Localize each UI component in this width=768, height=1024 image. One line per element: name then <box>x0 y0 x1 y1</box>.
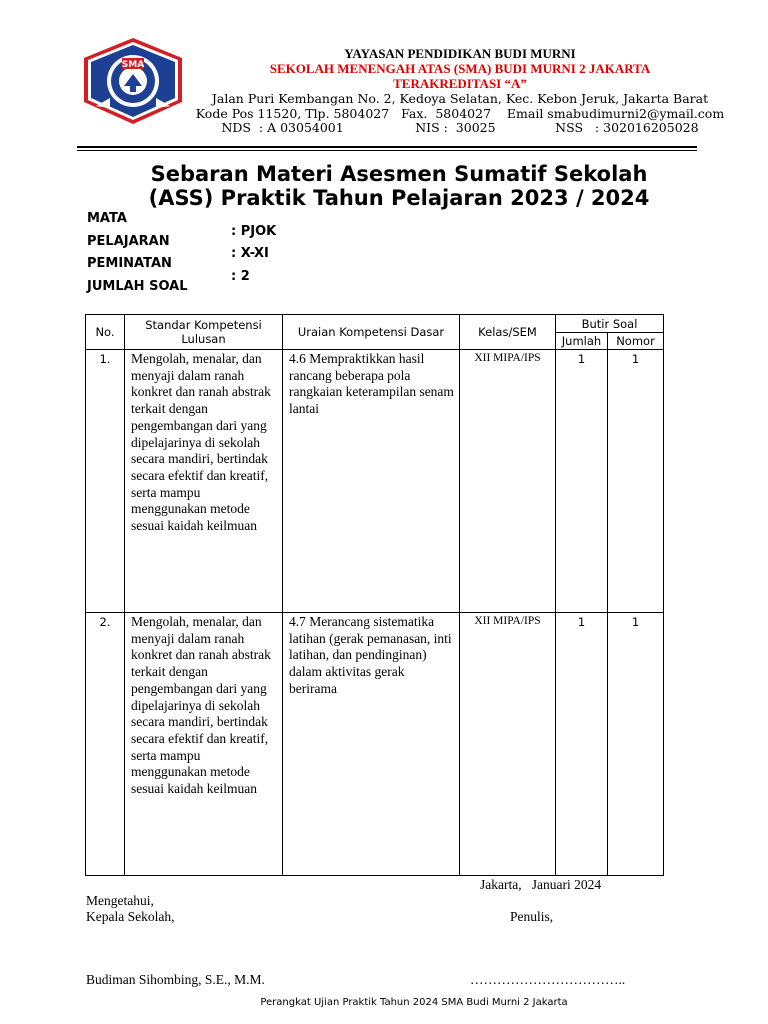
school-name: SEKOLAH MENENGAH ATAS (SMA) BUDI MURNI 2 JAKARTA <box>269 61 651 76</box>
row-kelas: XII MIPA/IPS <box>460 613 556 876</box>
principal-title: Kepala Sekolah, <box>86 909 175 924</box>
material-table <box>85 314 664 876</box>
principal-name: Budiman Sihombing, S.E., M.M. <box>86 972 265 987</box>
header-no: No. <box>86 315 125 350</box>
header-skl: Standar Kompetensi Lulusan <box>125 315 283 350</box>
label-jumlah-soal: JUMLAH SOAL <box>87 279 188 294</box>
row-no: 2. <box>86 613 125 876</box>
place-date: Jakarta, Januari 2024 <box>480 877 602 892</box>
school-ids: NDS : A 03054001 NIS : 30025 NSS : 302016205028 <box>221 120 699 135</box>
header-butir-soal: Butir Soal <box>556 315 664 333</box>
value-jumlah-soal: : 2 <box>231 269 250 284</box>
label-pelajaran: PELAJARAN <box>87 234 170 249</box>
document-title-line2: (ASS) Praktik Tahun Pelajaran 2023 / 2024 <box>148 186 650 210</box>
acknowledged-label: Mengetahui, <box>86 893 154 908</box>
header-kelas: Kelas/SEM <box>460 315 556 350</box>
row-kd: 4.7 Merancang sistematika latihan (gerak pemanasan, inti latihan, dan pendinginan) dalam aktivitas gerak berirama <box>283 613 460 876</box>
school-address: Jalan Puri Kembangan No. 2, Kedoya Selatan, Kec. Kebon Jeruk, Jakarta Barat <box>211 91 709 106</box>
header-jumlah: Jumlah <box>556 333 608 350</box>
row-no: 1. <box>86 350 125 613</box>
row-kd: 4.6 Mempraktikkan hasil rancang beberapa pola rangkaian keterampilan senam lantai <box>283 350 460 613</box>
label-peminatan: PEMINATAN <box>87 256 172 271</box>
school-logo-icon <box>80 36 186 126</box>
letterhead-rule-thick <box>77 146 697 148</box>
row-nomor: 1 <box>608 350 664 613</box>
letterhead-rule-thin <box>77 150 697 151</box>
writer-title: Penulis, <box>510 909 554 924</box>
label-mata: MATA <box>87 211 127 226</box>
row-skl: Mengolah, menalar, dan menyaji dalam ranah konkret dan ranah abstrak terkait dengan pengembangan dari yang dipelajarinya di sekolah secara mandiri, bertindak secara efektif dan kreatif, serta mampu menggunakan metode sesuai kaidah keilmuan <box>125 350 283 613</box>
header-nomor: Nomor <box>608 333 664 350</box>
foundation-name: YAYASAN PENDIDIKAN BUDI MURNI <box>344 46 576 61</box>
value-peminatan: : X-XI <box>231 246 269 261</box>
row-nomor: 1 <box>608 613 664 876</box>
row-jumlah: 1 <box>556 613 608 876</box>
writer-name-placeholder: …………………………….. <box>470 972 626 987</box>
value-mapel: : PJOK <box>231 224 277 239</box>
school-contact: Kode Pos 11520, Tlp. 5804027 Fax. 5804027 Email smabudimurni2@ymail.com <box>195 106 725 121</box>
table-row <box>86 613 664 876</box>
table-row <box>86 350 664 613</box>
row-skl: Mengolah, menalar, dan menyaji dalam ranah konkret dan ranah abstrak terkait dengan pengembangan dari yang dipelajarinya di sekolah secara mandiri, bertindak secara efektif dan kreatif, serta mampu menggunakan metode sesuai kaidah keilmuan <box>125 613 283 876</box>
row-jumlah: 1 <box>556 350 608 613</box>
page-footer: Perangkat Ujian Praktik Tahun 2024 SMA Budi Murni 2 Jakarta <box>260 997 568 1008</box>
row-kelas: XII MIPA/IPS <box>460 350 556 613</box>
accreditation: TERAKREDITASI “A” <box>393 76 527 91</box>
svg-text:SMA: SMA <box>121 60 145 70</box>
header-kd: Uraian Kompetensi Dasar <box>283 315 460 350</box>
document-title-line1: Sebaran Materi Asesmen Sumatif Sekolah <box>150 162 648 186</box>
